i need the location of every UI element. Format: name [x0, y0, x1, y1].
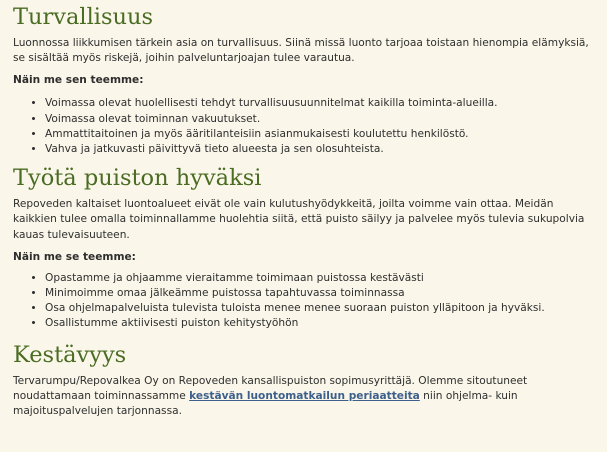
section-turvallisuus [13, 0, 595, 157]
bullet-list [13, 96, 595, 157]
section-intro [13, 374, 595, 420]
section-kestavyys [13, 340, 595, 420]
list-item: • Vahva ja jatkuvasti päivittyvä tieto alueesta ja sen olosuhteista. [45, 142, 595, 157]
list-item: • Osa ohjelmapalveluista tulevista tuloista menee menee suoraan puiston ylläpitoon ja hyväksi. [45, 301, 595, 316]
section-subheading: Näin me sen teemme: [13, 74, 144, 87]
sustainable-tourism-link[interactable]: kestävän luontomatkailun periaatteita [189, 389, 420, 402]
list-item: • Voimassa olevat huolellisesti tehdyt turvallisuusuunnitelmat kaikilla toiminta-alueilla. [45, 96, 595, 111]
section-title: Turvallisuus [13, 4, 154, 30]
list-item: • Minimoimme omaa jälkeämme puistossa tapahtuvassa toiminnassa [45, 286, 595, 301]
section-intro: Repoveden kaltaiset luontoalueet eivät ole vain kulutushyödykkeitä, joilta voimme vain ottaa. Meidän kaikkien tulee omalla toiminnallamme huolehtia siitä, että puisto säilyy ja palvelee myös tulevia sukupolvia kauas tulevaisuuteen. [13, 198, 585, 241]
list-item: • Opastamme ja ohjaamme vieraitamme toimimaan puistossa kestävästi [45, 271, 595, 286]
list-item: • Voimassa olevat toiminnan vakuutukset. [45, 112, 595, 127]
bullet-list [13, 271, 595, 332]
section-tyota-puiston-hyvaksi [13, 163, 595, 331]
section-subheading: Näin me se teemme: [13, 250, 136, 263]
list-item: • Ammattitaitoinen ja myös ääritilanteisiin asianmukaisesti koulutettu henkilöstö. [45, 127, 595, 142]
list-item: • Osallistumme aktiivisesti puiston kehitystyöhön [45, 316, 595, 331]
section-intro: Luonnossa liikkumisen tärkein asia on turvallisuus. Siinä missä luonto tarjoaa toistaan hienompia elämyksiä, se sisältää myös riskejä, joihin palveluntarjoajan tulee varautua. [13, 37, 589, 65]
intro-text-after: niin ohjelma- kuin majoituspalvelujen tarjonnassa. [13, 389, 518, 418]
intro-text-before: Tervarumpu/Repovalkea Oy on Repoveden kansallispuiston sopimusyrittäjä. Olemme sitoutuneet noudattamaan toiminnassamme [13, 374, 528, 402]
section-title: Työtä puiston hyväksi [13, 165, 262, 192]
section-title: Kestävyys [13, 341, 127, 368]
